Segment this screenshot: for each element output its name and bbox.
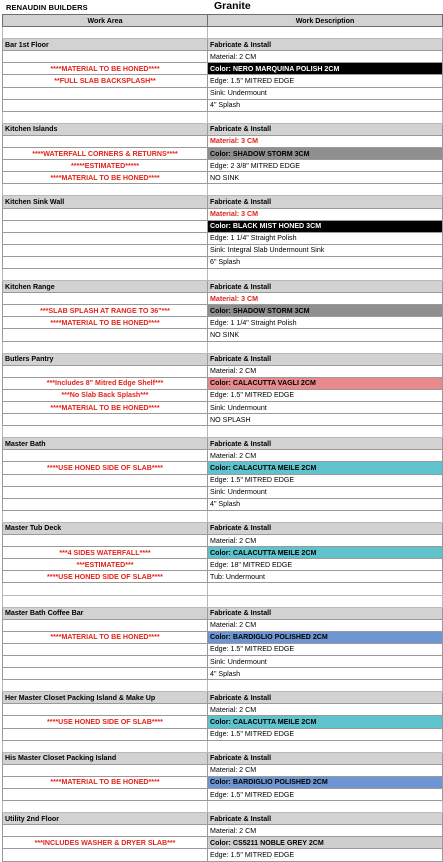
work-area-note [3,293,208,305]
table-row [3,474,443,486]
work-description-cell [208,27,443,39]
work-description-cell: Color: BARDIGLIO POLISHED 2CM [208,631,443,643]
table-row [3,789,443,801]
work-description-cell [208,801,443,813]
table-row [3,764,443,776]
work-area-note: ***ESTIMATED*** [3,559,208,571]
table-row [3,668,443,680]
work-description-cell: Edge: 1 1/4" Straight Polish [208,232,443,244]
work-description-cell: NO SINK [208,172,443,184]
work-description-cell [208,268,443,280]
work-description-cell: NO SPLASH [208,414,443,426]
work-description-cell: Color: BARDIGLIO POLISHED 2CM [208,776,443,788]
work-description-cell: Color: BLACK MIST HONED 3CM [208,220,443,232]
work-description-cell: Edge: 1.5" MITRED EDGE [208,474,443,486]
work-area-note [3,740,208,752]
spacer-row [3,426,443,438]
work-area-note [3,220,208,232]
work-area-note [3,801,208,813]
work-description-cell: 6" Splash [208,256,443,268]
work-description-cell: Material: 3 CM [208,208,443,220]
table-row [3,256,443,268]
table-row [3,172,443,184]
table-row [3,99,443,111]
table-row [3,849,443,861]
table-row [3,329,443,341]
work-description-cell: Color: CALACUTTA VAGLI 2CM [208,377,443,389]
work-area-note: ****MATERIAL TO BE HONED**** [3,63,208,75]
table-row [3,305,443,317]
table-row [3,498,443,510]
work-description-cell: Material: 2 CM [208,51,443,63]
work-area-note: ***4 SIDES WATERFALL**** [3,547,208,559]
table-row [3,160,443,172]
work-description-cell: Material: 2 CM [208,764,443,776]
spacer-row [3,801,443,813]
table-row [3,716,443,728]
table-row [3,148,443,160]
work-area-note [3,99,208,111]
work-description-cell: Edge: 18" MITRED EDGE [208,559,443,571]
table-row [3,414,443,426]
work-area-note [3,341,208,353]
work-description-cell: Material: 2 CM [208,365,443,377]
work-description-cell: Fabricate & Install [208,438,443,450]
table-row [3,486,443,498]
work-description-cell: Sink: Undermount [208,402,443,414]
work-area-note [3,764,208,776]
work-area-note [3,655,208,667]
spacer-row [3,583,443,595]
area-header-row [3,353,443,365]
work-description-cell [208,184,443,196]
work-description-cell: Fabricate & Install [208,607,443,619]
table-row [3,643,443,655]
area-header-row [3,607,443,619]
work-area-note [3,450,208,462]
work-description-cell: Sink: Undermount [208,655,443,667]
area-header-row [3,196,443,208]
work-area-note [3,849,208,861]
work-area-note [3,535,208,547]
area-header-row [3,281,443,293]
work-area-note [3,51,208,63]
work-description-cell: Edge: 1.5" MITRED EDGE [208,389,443,401]
area-header-row [3,692,443,704]
table-row [3,619,443,631]
table-row [3,776,443,788]
work-area-note [3,111,208,123]
work-area-note [3,329,208,341]
table-row [3,232,443,244]
material-title: Granite [214,0,251,12]
area-header-row [3,39,443,51]
work-area-note: ****USE HONED SIDE OF SLAB**** [3,716,208,728]
work-area-note [3,619,208,631]
work-area-note [3,87,208,99]
work-description-cell: Sink: Integral Slab Undermount Sink [208,244,443,256]
work-description-cell: 4" Splash [208,498,443,510]
work-area-note: ***SLAB SPLASH AT RANGE TO 36"*** [3,305,208,317]
work-description-cell: Color: CALACUTTA MEILE 2CM [208,716,443,728]
work-area-name: Butlers Pantry [3,353,208,365]
work-area-note [3,208,208,220]
table-row [3,655,443,667]
work-description-cell: Fabricate & Install [208,196,443,208]
work-description-cell: Fabricate & Install [208,692,443,704]
work-description-cell: Edge: 2 3/8" MITRED EDGE [208,160,443,172]
work-area-note [3,27,208,39]
work-description-cell: Fabricate & Install [208,281,443,293]
work-description-cell: Material: 2 CM [208,450,443,462]
table-row [3,631,443,643]
spacer-row [3,184,443,196]
work-description-cell: Material: 2 CM [208,825,443,837]
work-area-note [3,668,208,680]
col-header-work-description: Work Description [208,15,443,27]
table-row [3,389,443,401]
work-area-note [3,510,208,522]
table-row [3,377,443,389]
work-area-note [3,498,208,510]
work-area-note: ****MATERIAL TO BE HONED**** [3,317,208,329]
work-area-note [3,256,208,268]
work-area-note [3,365,208,377]
work-area-name: Master Tub Deck [3,522,208,534]
table-row [3,825,443,837]
work-area-note [3,486,208,498]
work-description-cell [208,740,443,752]
work-area-note [3,825,208,837]
table-row [3,87,443,99]
work-area-name: Kitchen Islands [3,123,208,135]
table-row [3,571,443,583]
work-area-note: ****MATERIAL TO BE HONED**** [3,776,208,788]
work-description-cell: Fabricate & Install [208,522,443,534]
area-header-row [3,813,443,825]
work-description-cell: Edge: 1 1/4" Straight Polish [208,317,443,329]
work-area-note [3,232,208,244]
spacer-row [3,27,443,39]
col-header-work-area: Work Area [3,15,208,27]
table-row [3,63,443,75]
work-description-cell [208,583,443,595]
work-description-cell: Color: SHADOW STORM 3CM [208,305,443,317]
work-area-note [3,184,208,196]
work-area-name: His Master Closet Packing Island [3,752,208,764]
table-body [3,27,443,861]
work-description-cell: Color: SHADOW STORM 3CM [208,148,443,160]
table-row [3,75,443,87]
work-area-note: ***INCLUDES WASHER & DRYER SLAB*** [3,837,208,849]
work-area-note: ****MATERIAL TO BE HONED**** [3,402,208,414]
table-row [3,402,443,414]
work-description-cell [208,680,443,692]
work-area-note [3,680,208,692]
work-area-note [3,135,208,147]
spacer-row [3,595,443,607]
work-area-name: Bar 1st Floor [3,39,208,51]
work-description-cell [208,341,443,353]
work-area-note: ****MATERIAL TO BE HONED**** [3,631,208,643]
work-description-cell: Material: 3 CM [208,293,443,305]
work-description-cell: Edge: 1.5" MITRED EDGE [208,728,443,740]
work-area-note: ***Includes 8" Mitred Edge Shelf*** [3,377,208,389]
work-description-cell: 4" Splash [208,668,443,680]
table-row [3,135,443,147]
table-row [3,837,443,849]
work-area-note [3,595,208,607]
spacer-row [3,341,443,353]
table-row [3,462,443,474]
spacer-row [3,268,443,280]
work-area-note: **FULL SLAB BACKSPLASH** [3,75,208,87]
work-area-name: Master Bath [3,438,208,450]
work-area-note: ****WATERFALL CORNERS & RETURNS**** [3,148,208,160]
work-description-cell: 4" Splash [208,99,443,111]
work-area-note [3,643,208,655]
work-description-cell: Sink: Undermount [208,87,443,99]
table-row [3,728,443,740]
work-description-cell: Color: CS5211 NOBLE GREY 2CM [208,837,443,849]
work-description-cell [208,111,443,123]
work-area-note [3,244,208,256]
company-name: RENAUDIN BUILDERS [6,3,88,12]
work-area-note: ****USE HONED SIDE OF SLAB**** [3,462,208,474]
work-description-cell: Edge: 1.5" MITRED EDGE [208,643,443,655]
work-area-name: Her Master Closet Packing Island & Make Up [3,692,208,704]
table-row [3,704,443,716]
sheet-header [0,0,443,14]
work-area-note [3,426,208,438]
work-description-cell [208,595,443,607]
work-description-cell: Material: 2 CM [208,704,443,716]
work-description-cell: NO SINK [208,329,443,341]
work-description-cell: Material: 2 CM [208,619,443,631]
spacer-row [3,111,443,123]
work-description-cell: Fabricate & Install [208,813,443,825]
work-area-note [3,789,208,801]
spacer-row [3,740,443,752]
work-description-cell [208,510,443,522]
work-area-name: Kitchen Sink Wall [3,196,208,208]
work-area-note: *****ESTIMATED***** [3,160,208,172]
work-area-note [3,583,208,595]
work-description-cell: Sink: Undermount [208,486,443,498]
work-description-cell: Color: CALACUTTA MEILE 2CM [208,547,443,559]
spacer-row [3,510,443,522]
work-area-note [3,728,208,740]
work-description-cell: Material: 2 CM [208,535,443,547]
spacer-row [3,680,443,692]
table-row [3,51,443,63]
work-area-note [3,704,208,716]
table-header-row [3,15,443,27]
work-area-note [3,268,208,280]
table-row [3,317,443,329]
work-description-cell: Fabricate & Install [208,123,443,135]
work-description-cell: Fabricate & Install [208,39,443,51]
work-table [2,14,443,862]
table-row [3,208,443,220]
work-description-cell: Tub: Undermount [208,571,443,583]
work-description-cell: Material: 3 CM [208,135,443,147]
table-row [3,244,443,256]
area-header-row [3,438,443,450]
table-row [3,547,443,559]
table-row [3,220,443,232]
work-area-note: ****USE HONED SIDE OF SLAB**** [3,571,208,583]
table-row [3,293,443,305]
work-description-cell: Fabricate & Install [208,752,443,764]
work-description-cell: Edge: 1.5" MITRED EDGE [208,75,443,87]
area-header-row [3,752,443,764]
table-row [3,450,443,462]
work-description-cell: Color: CALACUTTA MEILE 2CM [208,462,443,474]
work-description-cell: Edge: 1.5" MITRED EDGE [208,849,443,861]
work-area-note: ****MATERIAL TO BE HONED**** [3,172,208,184]
work-area-note: ***No Slab Back Splash*** [3,389,208,401]
table-row [3,559,443,571]
area-header-row [3,123,443,135]
work-area-name: Kitchen Range [3,281,208,293]
work-area-name: Utility 2nd Floor [3,813,208,825]
work-description-cell: Edge: 1.5" MITRED EDGE [208,789,443,801]
work-area-name: Master Bath Coffee Bar [3,607,208,619]
area-header-row [3,522,443,534]
table-row [3,535,443,547]
work-description-cell: Fabricate & Install [208,353,443,365]
work-area-note [3,474,208,486]
work-area-note [3,414,208,426]
work-description-cell: Color: NERO MARQUINA POLISH 2CM [208,63,443,75]
work-description-cell [208,426,443,438]
table-row [3,365,443,377]
